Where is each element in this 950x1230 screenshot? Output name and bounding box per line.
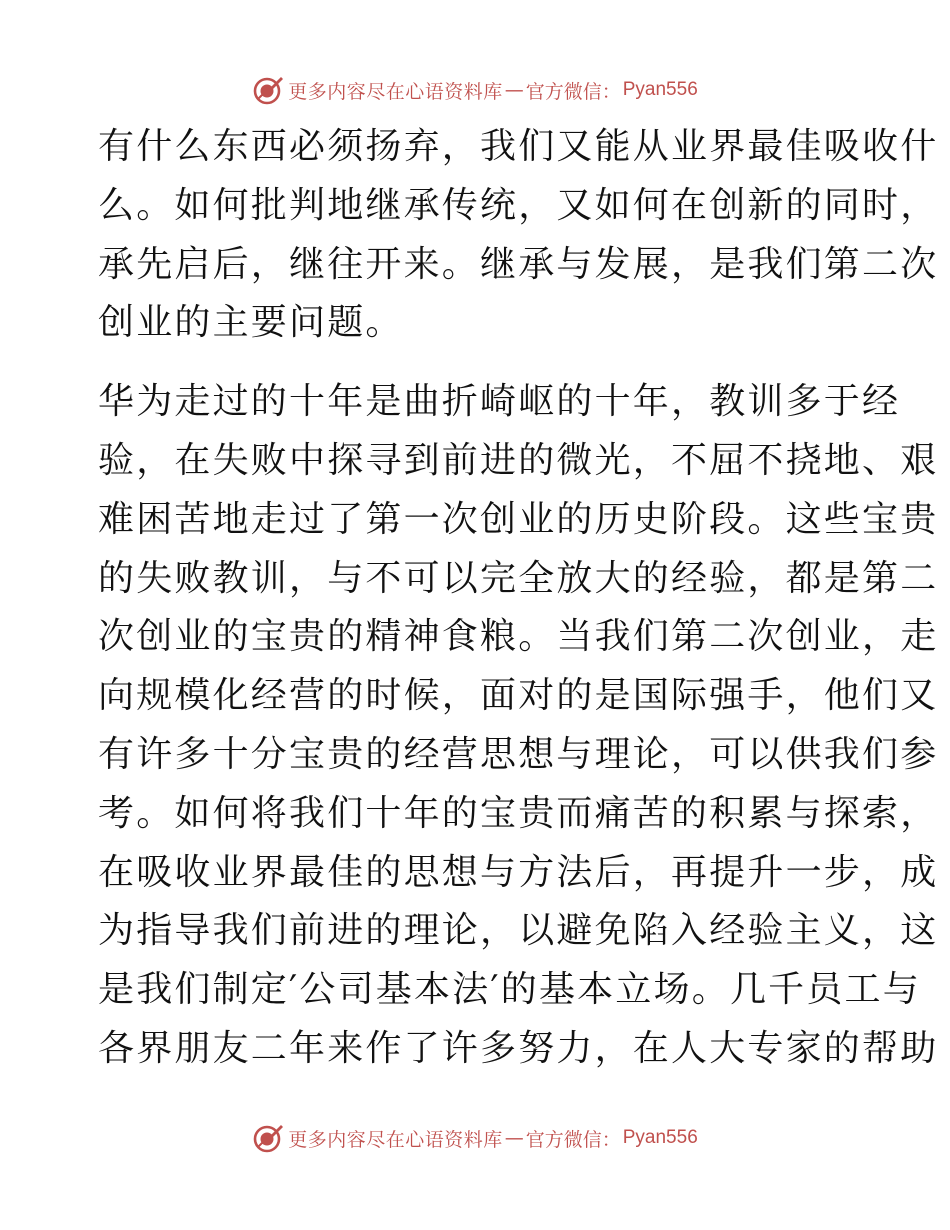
text-line: 承先启后，继往开来。继承与发展，是我们第二次	[98, 243, 939, 285]
banner-separator: —	[504, 79, 524, 101]
text-line: 是我们制定′公司基本法′的基本立场。几千员工与	[98, 969, 921, 1011]
banner-main-text: 更多内容尽在心语资料库	[288, 1128, 503, 1151]
banner-wechat-handle: Pyan556	[622, 79, 698, 100]
red-circle-pen-logo-icon	[252, 1122, 284, 1154]
banner-wechat-handle: Pyan556	[622, 1127, 698, 1148]
banner-wechat-label: 官方微信：	[525, 1128, 621, 1151]
text-line: 有什么东西必须扬弃，我们又能从业界最佳吸收什	[98, 126, 939, 167]
text-line: 的失败教训，与不可以完全放大的经验，都是第二	[98, 557, 939, 599]
text-line: 么。如何批判地继承传统，又如何在创新的同时，	[98, 184, 939, 226]
banner-separator: —	[504, 1127, 524, 1149]
text-line: 各界朋友二年来作了许多努力，在人大专家的帮助	[98, 1027, 939, 1069]
banner-wechat-label: 官方微信：	[525, 80, 621, 103]
text-line: 难困苦地走过了第一次创业的历史阶段。这些宝贵	[98, 498, 939, 540]
text-line: 考。如何将我们十年的宝贵而痛苦的积累与探索，	[98, 792, 939, 834]
red-circle-pen-logo-icon	[252, 74, 284, 106]
footer-banner	[0, 1118, 950, 1158]
document-body	[98, 118, 939, 1079]
text-line: 次创业的宝贵的精神食粮。当我们第二次创业，走	[98, 616, 939, 658]
header-banner	[0, 70, 950, 110]
paragraph-2	[98, 373, 939, 1079]
text-line: 验，在失败中探寻到前进的微光，不屈不挠地、艰	[98, 439, 939, 481]
text-line: 有许多十分宝贵的经营思想与理论，可以供我们参	[98, 733, 939, 775]
text-line: 向规模化经营的时候，面对的是国际强手，他们又	[98, 675, 939, 717]
paragraph-1	[98, 118, 939, 353]
text-line: 华为走过的十年是曲折崎岖的十年，教训多于经	[98, 381, 901, 423]
text-line: 在吸收业界最佳的思想与方法后，再提升一步，成	[98, 851, 939, 893]
text-line: 创业的主要问题。	[98, 302, 404, 344]
banner-main-text: 更多内容尽在心语资料库	[288, 80, 503, 103]
text-line: 为指导我们前进的理论，以避免陷入经验主义，这	[98, 910, 939, 952]
